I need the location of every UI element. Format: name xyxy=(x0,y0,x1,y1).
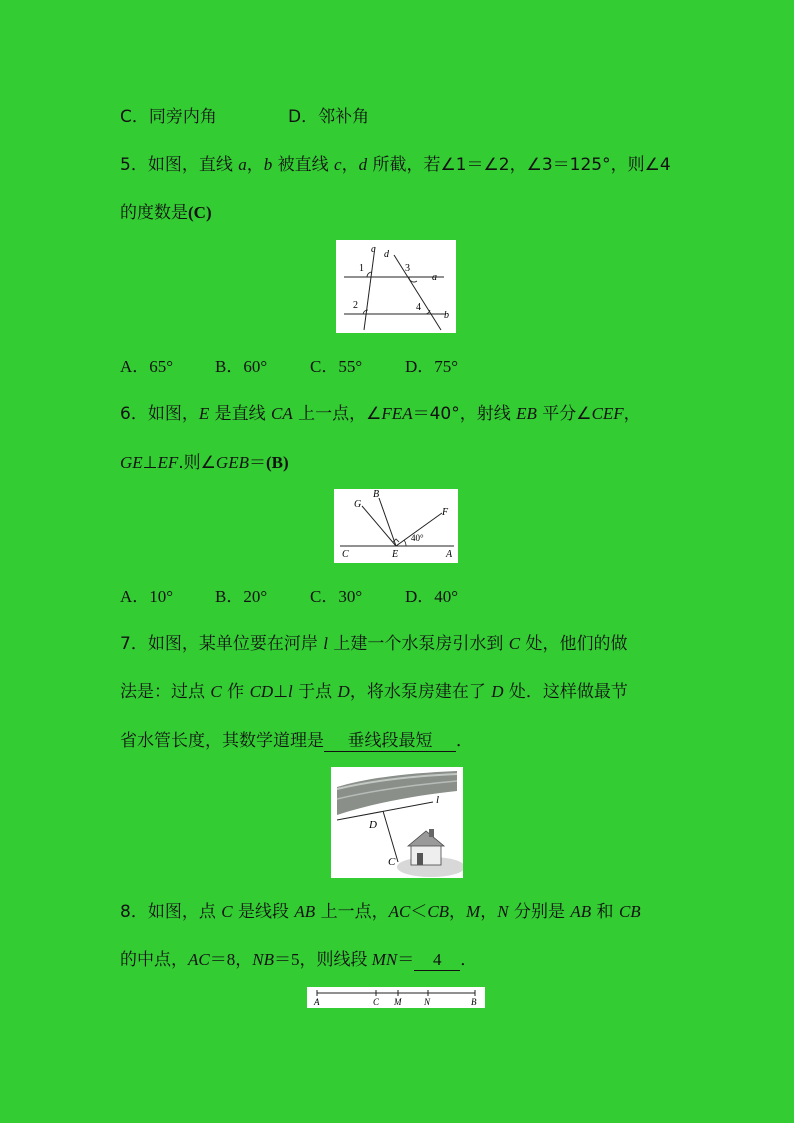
q4-option-c: C．同旁内角 xyxy=(120,107,217,127)
label-D: D xyxy=(369,819,377,831)
q5-var-d: d xyxy=(358,155,368,174)
q8-var-N: N xyxy=(497,902,509,921)
q8-stem-text: ， xyxy=(449,902,467,922)
q6-stem-text: ＝ xyxy=(248,453,266,473)
q5-figure xyxy=(336,240,456,333)
q8-stem-line2 xyxy=(120,945,477,971)
q5-stem-text: 被直线 xyxy=(272,155,335,175)
q6-stem-text: 是直线 xyxy=(209,404,272,424)
angle2-arc xyxy=(363,310,368,314)
q8-var-NB: NB xyxy=(252,950,274,969)
q5-option-b: B．60° xyxy=(215,357,268,376)
q6-stem-line2 xyxy=(120,448,289,473)
house-door xyxy=(417,853,423,865)
q6-var-CA: CA xyxy=(271,404,293,423)
q6-var-EF: EF xyxy=(157,453,179,472)
q7-stem-text: 省水管长度，其数学道理是 xyxy=(120,731,324,751)
q7-stem-text: 处，他们的做 xyxy=(520,634,628,654)
ray-EG xyxy=(362,506,396,546)
label-l: l xyxy=(436,794,440,806)
q5-var-c: c xyxy=(334,155,342,174)
q6-stem-text: 6．如图， xyxy=(120,404,199,424)
house-chimney xyxy=(429,829,434,837)
q7-var-C: C xyxy=(210,682,222,701)
q6-var-GE: GE xyxy=(120,453,143,472)
q7-var-l: l xyxy=(288,682,293,701)
q6-var-EB: EB xyxy=(516,404,537,423)
label-F: F xyxy=(442,507,449,518)
q6-stem-text: 上一点，∠ xyxy=(292,404,382,424)
q8-stem-text: 分别是 xyxy=(508,902,571,922)
q7-var-D: D xyxy=(337,682,350,701)
q8-var-AC: AC xyxy=(388,902,411,921)
q6-perp: ⊥ xyxy=(142,453,158,473)
q4-option-d: D．邻补角 xyxy=(288,107,370,127)
q5-answer: (C) xyxy=(188,203,212,222)
q8-answer-blank: 4 xyxy=(414,950,460,971)
label-B: B xyxy=(471,997,477,1007)
q8-stem-text: ＝5，则线段 xyxy=(273,950,372,969)
q7-stem-line1 xyxy=(120,629,628,654)
q6-figure xyxy=(334,489,458,563)
label-1: 1 xyxy=(359,263,364,274)
q5-option-a: A．65° xyxy=(120,357,174,376)
q8-var-M: M xyxy=(466,902,481,921)
q7-var-CD: CD xyxy=(249,682,274,701)
house-wall xyxy=(411,845,441,865)
ray-EB xyxy=(379,498,396,546)
q5-option-c: C．55° xyxy=(310,357,363,376)
q6-answer: (B) xyxy=(265,453,289,472)
q8-stem-text: 是线段 xyxy=(232,902,295,922)
q5-sep: ， xyxy=(246,155,264,175)
q8-stem-text: ＝8， xyxy=(209,950,253,969)
q6-stem-text: ＝40°，射线 xyxy=(412,404,517,424)
q7-stem-text: 7．如图，某单位要在河岸 xyxy=(120,634,324,654)
label-A: A xyxy=(446,549,453,560)
q5-options xyxy=(120,352,458,377)
label-a: a xyxy=(432,272,437,283)
q6-option-b: B．20° xyxy=(215,587,268,606)
q8-lt: ＜ xyxy=(410,902,428,922)
q8-figure xyxy=(307,987,485,1008)
q6-option-c: C．30° xyxy=(310,587,363,606)
q7-stem-line3 xyxy=(120,726,473,752)
label-C: C xyxy=(388,856,396,868)
q7-figure xyxy=(331,767,463,878)
q6-var-CEF: CEF xyxy=(591,404,624,423)
label-E: E xyxy=(392,549,399,560)
label-A: A xyxy=(314,997,320,1007)
q5-var-b: b xyxy=(263,155,273,174)
label-d: d xyxy=(384,249,389,260)
q7-stem-text: ，将水泵房建在了 xyxy=(349,682,492,702)
label-N: N xyxy=(424,997,431,1007)
q6-stem-text: .则∠ xyxy=(178,453,216,473)
q8-stem-text: 和 xyxy=(591,902,619,922)
label-C: C xyxy=(342,549,349,560)
q6-option-a: A．10° xyxy=(120,587,174,606)
q6-option-d: D．40° xyxy=(405,587,459,606)
q7-stem-text: 处．这样做最节 xyxy=(503,682,628,702)
house-roof xyxy=(408,831,444,846)
q8-stem-text: 上一点， xyxy=(315,902,389,922)
q7-stem-text: 作 xyxy=(221,682,250,702)
label-3: 3 xyxy=(405,263,410,274)
q6-stem-line1 xyxy=(120,399,641,424)
q8-var-AB: AB xyxy=(570,902,592,921)
q8-var-MN: MN xyxy=(371,950,398,969)
q8-stem-text: ． xyxy=(460,950,478,970)
q5-stem-line1 xyxy=(120,150,671,175)
q7-stem-line2 xyxy=(120,677,628,702)
q8-stem-text: 8．如图，点 xyxy=(120,902,222,922)
line-c xyxy=(364,247,375,330)
q6-var-GEB: GEB xyxy=(215,453,249,472)
q8-var-AC: AC xyxy=(188,950,210,969)
q6-var-FEA: FEA xyxy=(381,404,413,423)
q7-stem-text: 法是：过点 xyxy=(120,682,211,702)
label-c: c xyxy=(371,244,376,255)
q7-var-l: l xyxy=(323,634,328,653)
label-4: 4 xyxy=(416,302,421,313)
q5-stem-text: 5．如图，直线 xyxy=(120,155,239,175)
q8-stem-text: ＝ xyxy=(397,950,415,970)
q8-var-CB: CB xyxy=(427,902,450,921)
q5-var-a: a xyxy=(238,155,247,174)
q8-stem-text: ， xyxy=(480,902,498,922)
q6-stem-text: ， xyxy=(623,404,641,424)
q5-sep: ， xyxy=(341,155,359,175)
q7-stem-text: ． xyxy=(456,731,473,751)
label-C: C xyxy=(373,997,380,1007)
q5-stem-line2 xyxy=(120,198,212,223)
label-B: B xyxy=(373,489,380,500)
q7-answer-blank: 垂线段最短 xyxy=(324,726,456,752)
angle-40-arc xyxy=(404,540,406,546)
q7-perp: ⊥ xyxy=(273,682,288,702)
q5-stem-text: 的度数是 xyxy=(120,203,188,223)
q6-options xyxy=(120,582,458,607)
q8-var-C: C xyxy=(221,902,233,921)
line-d xyxy=(394,255,441,330)
q6-stem-text: 平分∠ xyxy=(536,404,592,424)
q6-var-E: E xyxy=(198,404,210,423)
q7-var-D: D xyxy=(491,682,504,701)
q5-stem-text: 所截，若∠1＝∠2，∠3＝125°，则∠4 xyxy=(367,155,671,175)
q5-option-d: D．75° xyxy=(405,357,459,376)
q7-var-C: C xyxy=(508,634,521,653)
label-b: b xyxy=(444,310,449,321)
q7-stem-text: 上建一个水泵房引水到 xyxy=(327,634,509,654)
q8-stem-text: 的中点， xyxy=(120,950,188,970)
label-40: 40° xyxy=(411,533,424,543)
q7-stem-text: 于点 xyxy=(292,682,338,702)
segment-CD xyxy=(383,811,398,862)
label-M: M xyxy=(394,997,402,1007)
q8-var-AB: AB xyxy=(294,902,316,921)
label-G: G xyxy=(354,499,362,510)
q4-options xyxy=(120,102,369,127)
label-2: 2 xyxy=(353,300,358,311)
q8-stem-line1 xyxy=(120,897,641,922)
q8-var-CB: CB xyxy=(618,902,641,921)
